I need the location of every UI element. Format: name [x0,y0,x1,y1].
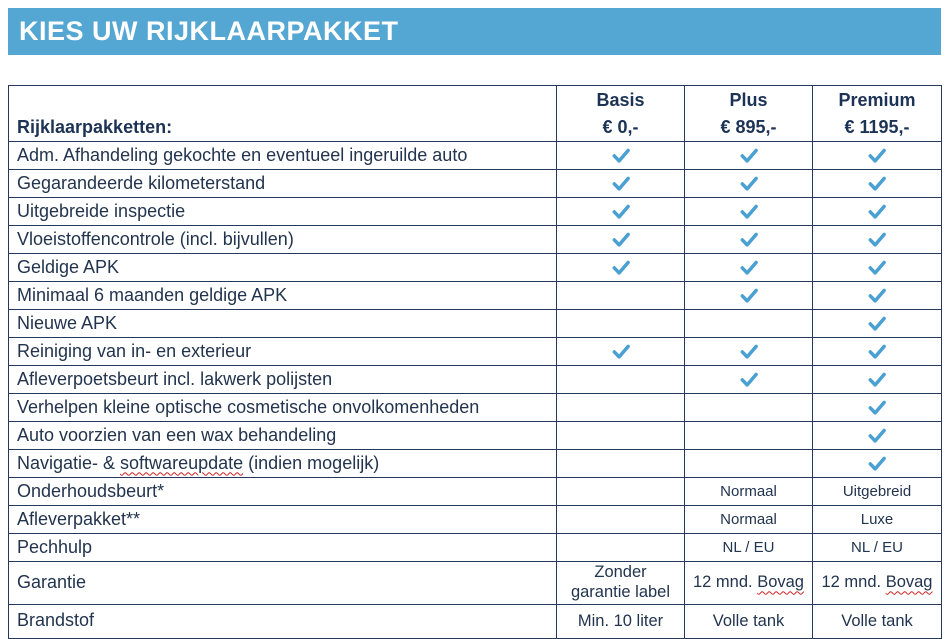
cell-premium [813,562,942,605]
table-row [9,310,942,338]
cell-basis [557,422,685,450]
page-title-bar [8,8,941,55]
cell-basis [557,310,685,338]
check-icon [739,287,759,304]
cell-plus [685,282,813,310]
cell-premium [813,534,942,562]
cell-basis [557,338,685,366]
row-label: Afleverpoetsbeurt incl. lakwerk polijsten [9,366,557,394]
cell-plus [685,394,813,422]
row-label: Brandstof [9,604,557,638]
check-icon [867,371,887,388]
cell-plus [685,506,813,534]
cell-value: Volle tank [712,611,785,630]
header-row [9,86,942,142]
row-label: Garantie [9,562,557,605]
table-row [9,534,942,562]
check-icon [739,147,759,164]
cell-premium [813,198,942,226]
row-label: Geldige APK [9,254,557,282]
table-row [9,394,942,422]
cell-premium [813,338,942,366]
cell-basis [557,478,685,506]
cell-basis [557,506,685,534]
table-row [9,226,942,254]
package-price-basis: € 0,- [602,116,639,137]
cell-basis [557,142,685,170]
cell-value: Zonder garantie label [570,563,671,601]
cell-premium [813,506,942,534]
check-icon [867,203,887,220]
package-name-premium: Premium [838,90,916,111]
cell-basis [557,170,685,198]
check-icon [611,343,631,360]
cell-basis [557,394,685,422]
cell-plus [685,338,813,366]
cell-plus [685,534,813,562]
row-label: Uitgebreide inspectie [9,198,557,226]
cell-premium [813,170,942,198]
cell-basis [557,254,685,282]
table-row [9,422,942,450]
cell-plus [685,226,813,254]
row-label: Auto voorzien van een wax behandeling [9,422,557,450]
cell-plus [685,366,813,394]
check-icon [739,259,759,276]
table-row [9,142,942,170]
cell-value: Min. 10 liter [577,611,664,630]
check-icon [739,175,759,192]
row-label: Minimaal 6 maanden geldige APK [9,282,557,310]
cell-basis [557,366,685,394]
check-icon [867,287,887,304]
cell-value: 12 mnd. Bovag [692,573,804,592]
row-label: Reiniging van in- en exterieur [9,338,557,366]
cell-premium [813,226,942,254]
table-row [9,198,942,226]
cell-value: Uitgebreid [842,482,912,500]
spellcheck-underline: Bovag [885,573,933,592]
cell-premium [813,310,942,338]
cell-value: 12 mnd. Bovag [821,573,933,592]
cell-value: Normaal [720,482,777,500]
cell-plus [685,422,813,450]
cell-plus [685,562,813,605]
table-row [9,506,942,534]
column-header-premium [813,86,942,142]
row-label: Verhelpen kleine optische cosmetische onvolkomenheden [9,394,557,422]
package-price-premium: € 1195,- [844,116,910,137]
cell-value: Normaal [720,510,777,528]
check-icon [867,427,887,444]
cell-value: NL / EU [722,538,775,556]
cell-plus [685,310,813,338]
row-label: Gegarandeerde kilometerstand [9,170,557,198]
cell-premium [813,142,942,170]
check-icon [867,455,887,472]
cell-plus [685,450,813,478]
row-header-label: Rijklaarpakketten: [9,86,557,142]
package-comparison-table [8,85,942,639]
cell-premium [813,394,942,422]
cell-value: Luxe [860,510,894,528]
cell-value: NL / EU [851,538,903,556]
check-icon [739,343,759,360]
page-title: KIES UW RIJKLAARPAKKET [19,16,399,46]
table-row [9,254,942,282]
column-header-plus [685,86,813,142]
table-row [9,170,942,198]
check-icon [867,399,887,416]
table-row [9,562,942,605]
check-icon [611,175,631,192]
table-row [9,366,942,394]
cell-plus [685,142,813,170]
table-row [9,282,942,310]
table-row [9,478,942,506]
cell-plus [685,254,813,282]
row-label: Onderhoudsbeurt* [9,478,557,506]
cell-basis [557,450,685,478]
check-icon [739,371,759,388]
row-label: Nieuwe APK [9,310,557,338]
check-icon [611,147,631,164]
cell-basis [557,282,685,310]
spellcheck-underline: softwareupdate [120,452,244,473]
package-name-basis: Basis [596,90,645,111]
cell-premium [813,282,942,310]
cell-basis [557,198,685,226]
cell-premium [813,366,942,394]
check-icon [739,203,759,220]
table-row [9,450,942,478]
cell-premium [813,450,942,478]
check-icon [867,259,887,276]
cell-plus [685,170,813,198]
cell-basis [557,562,685,605]
column-header-basis [557,86,685,142]
check-icon [867,147,887,164]
cell-plus [685,478,813,506]
check-icon [611,259,631,276]
check-icon [867,231,887,248]
cell-plus [685,198,813,226]
check-icon [867,175,887,192]
check-icon [867,315,887,332]
row-label: Afleverpakket** [9,506,557,534]
cell-premium [813,254,942,282]
check-icon [739,231,759,248]
table-body [9,142,942,639]
package-name-plus: Plus [729,90,768,111]
table-row [9,338,942,366]
spellcheck-underline: Bovag [757,573,804,592]
cell-premium [813,422,942,450]
row-label: Navigatie- & softwareupdate (indien mogelijk) [9,450,557,478]
cell-basis [557,534,685,562]
row-label: Pechhulp [9,534,557,562]
check-icon [611,231,631,248]
package-price-plus: € 895,- [720,116,777,137]
cell-value: Volle tank [841,611,913,630]
row-label: Adm. Afhandeling gekochte en eventueel ingeruilde auto [9,142,557,170]
row-label: Vloeistoffencontrole (incl. bijvullen) [9,226,557,254]
cell-basis [557,226,685,254]
check-icon [611,203,631,220]
check-icon [867,343,887,360]
cell-premium [813,478,942,506]
